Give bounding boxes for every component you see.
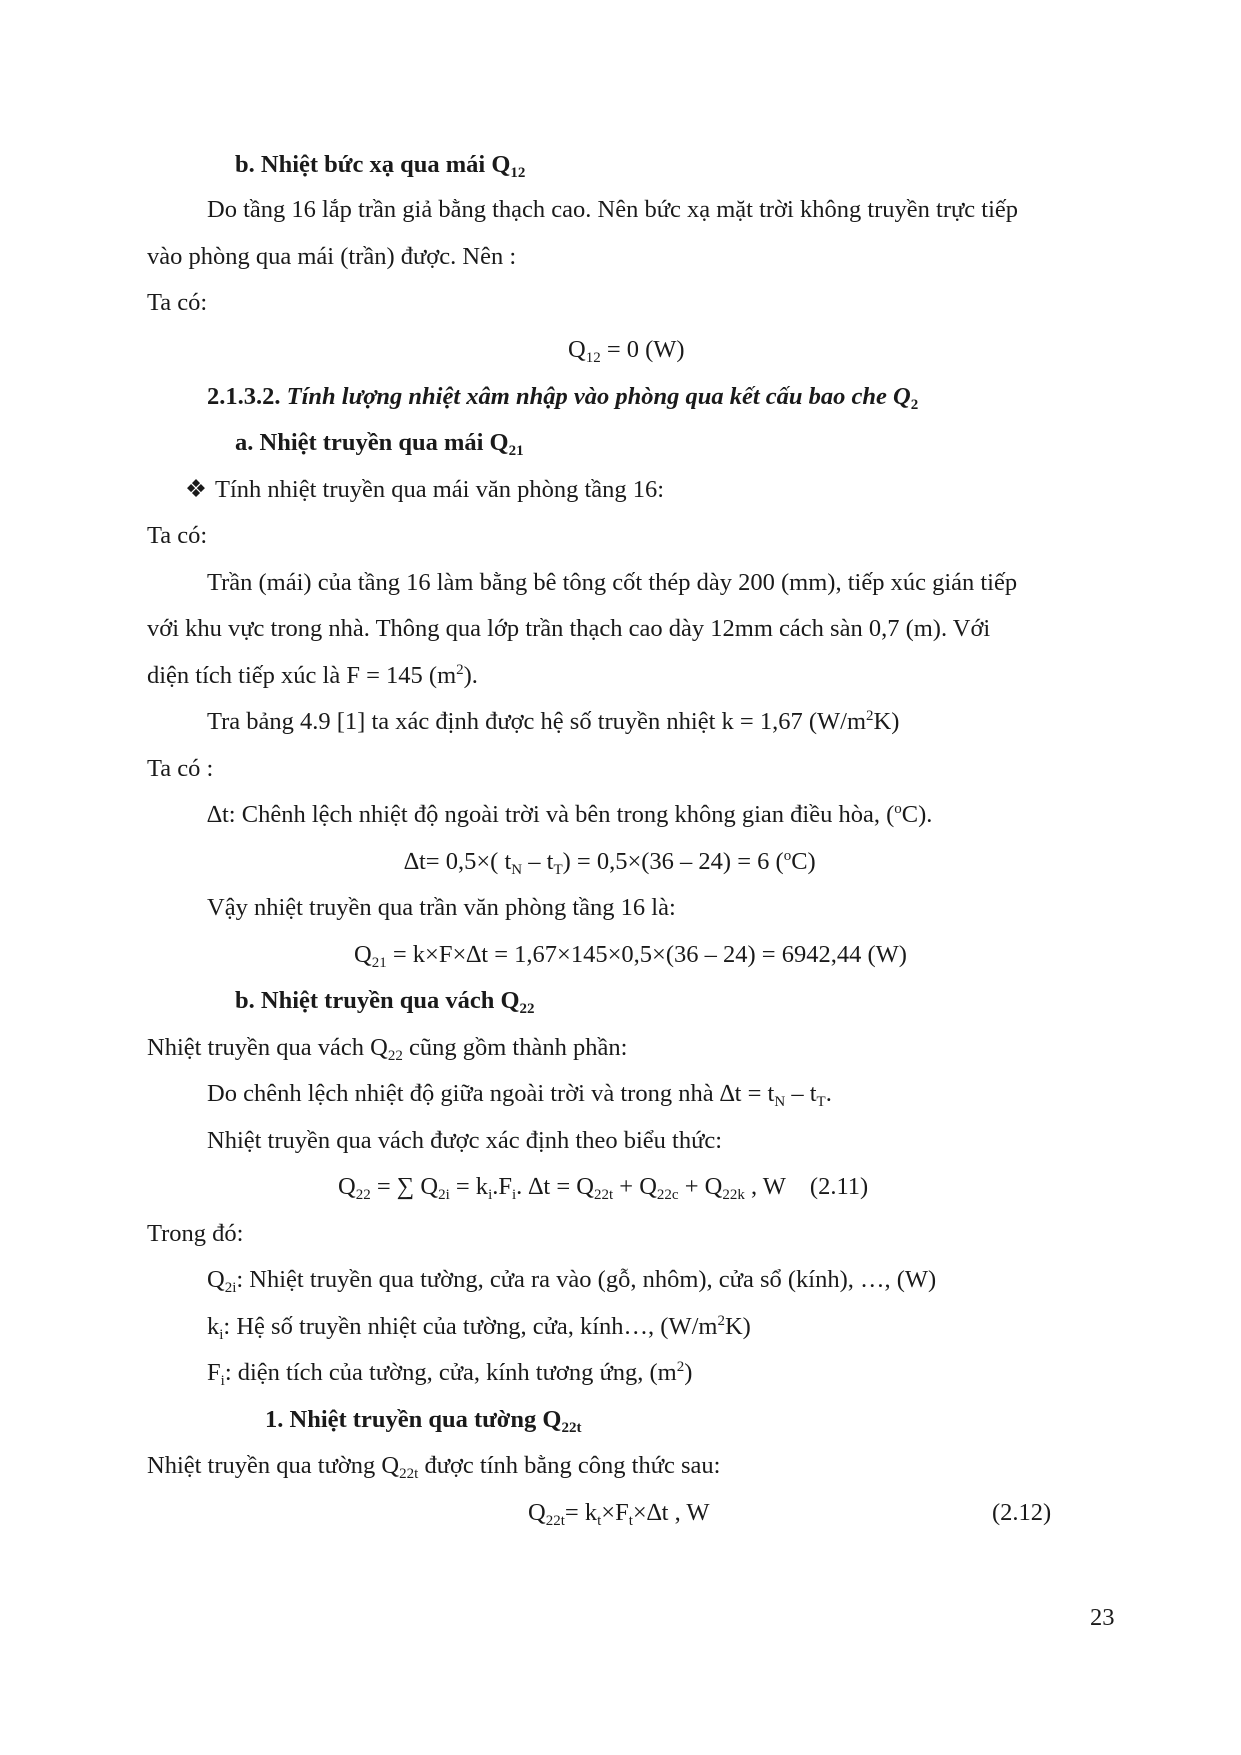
section-heading-2-1-3-2: 2.1.3.2. Tính lượng nhiệt xâm nhập vào phòng qua kết cấu bao che $Q_2$	[207, 383, 919, 413]
equation-number: (2.11)	[809, 1173, 869, 1200]
equation-delta-t: ∆t= 0,5×( $t_N - t_T) = 0,5\times(36 - 24) = 6$ ($^o$C)	[404, 848, 816, 878]
paragraph: Nhiệt truyền qua vách được xác định theo biểu thức:	[207, 1127, 723, 1154]
equation-q12: $Q_{12} = 0$ (W)	[568, 336, 685, 366]
heading-wall-conduction: 1. Nhiệt truyền qua tường $Q_{22t}$	[265, 1406, 582, 1436]
equation-number: (2.12)	[992, 1499, 1052, 1526]
page-number: 23	[1090, 1604, 1115, 1631]
text-ta-co: Ta có:	[147, 522, 208, 549]
paragraph: Nhiệt truyền qua tường $Q_{22t}$ được tính bằng công thức sau:	[147, 1452, 721, 1482]
paragraph: Nhiệt truyền qua vách $Q_{22}$ cũng gồm thành phần:	[147, 1034, 628, 1064]
bullet-item: ❖ Tính nhiệt truyền qua mái văn phòng tầng 16:	[185, 476, 665, 503]
diamond-bullet-icon: ❖	[185, 476, 207, 503]
heading-radiation-roof: b. Nhiệt bức xạ qua mái $Q_{12}$	[235, 151, 526, 181]
definition-item: $F_i$: diện tích của tường, cửa, kính tương ứng, $(m^2)$	[207, 1359, 693, 1389]
paragraph: diện tích tiếp xúc là F = 145 $(m^2)$.	[147, 662, 478, 689]
text-ta-co: Ta có :	[147, 755, 214, 782]
paragraph: với khu vực trong nhà. Thông qua lớp trần thạch cao dày 12mm cách sàn 0,7 (m). Với	[147, 615, 991, 642]
paragraph: Trần (mái) của tầng 16 làm bằng bê tông cốt thép dày 200 (mm), tiếp xúc gián tiếp	[207, 569, 1018, 596]
text-ta-co: Ta có:	[147, 289, 208, 316]
paragraph: ∆t: Chênh lệch nhiệt độ ngoài trời và bên trong không gian điều hòa, ($^o$C).	[207, 801, 933, 828]
equation-q22: $Q_{22}$ = ∑ $Q_{2i} = k_i.F_i$. $\Delta t = Q_{22t} + Q_{22c} + Q_{22k}$ , W (2.11)	[338, 1173, 869, 1203]
definition-item: $Q_{2i}$: Nhiệt truyền qua tường, cửa ra vào (gỗ, nhôm), cửa sổ (kính), …, (W)	[207, 1266, 937, 1296]
equation-q21: $Q_{21} = k\times F\times\Delta t = 1,67\times 145\times 0,5\times(36 - 24) = 6942,44$ (W)	[354, 941, 907, 971]
paragraph: Tra bảng 4.9 [1] ta xác định được hệ số truyền nhiệt k = 1,67 $(W/m^2K)$	[207, 708, 900, 735]
equation-q22t: $Q_{22t}= k_t\times F_t\times\Delta t$ , W	[528, 1499, 710, 1529]
paragraph: Do tầng 16 lắp trần giả bằng thạch cao. Nên bức xạ mặt trời không truyền trực tiếp	[207, 196, 1019, 223]
paragraph: Do chênh lệch nhiệt độ giữa ngoài trời và trong nhà $\Delta t = t_N - t_T$.	[207, 1080, 832, 1110]
paragraph: vào phòng qua mái (trần) được. Nên :	[147, 243, 517, 270]
paragraph: Vậy nhiệt truyền qua trần văn phòng tầng 16 là:	[207, 894, 676, 921]
definition-item: $k_i$: Hệ số truyền nhiệt của tường, cửa, kính…, $(W/m^2K)$	[207, 1313, 751, 1343]
heading-wall-transfer: b. Nhiệt truyền qua vách $Q_{22}$	[235, 987, 535, 1017]
text-trong-do: Trong đó:	[147, 1220, 244, 1247]
heading-roof-transfer: a. Nhiệt truyền qua mái $Q_{21}$	[235, 429, 524, 459]
